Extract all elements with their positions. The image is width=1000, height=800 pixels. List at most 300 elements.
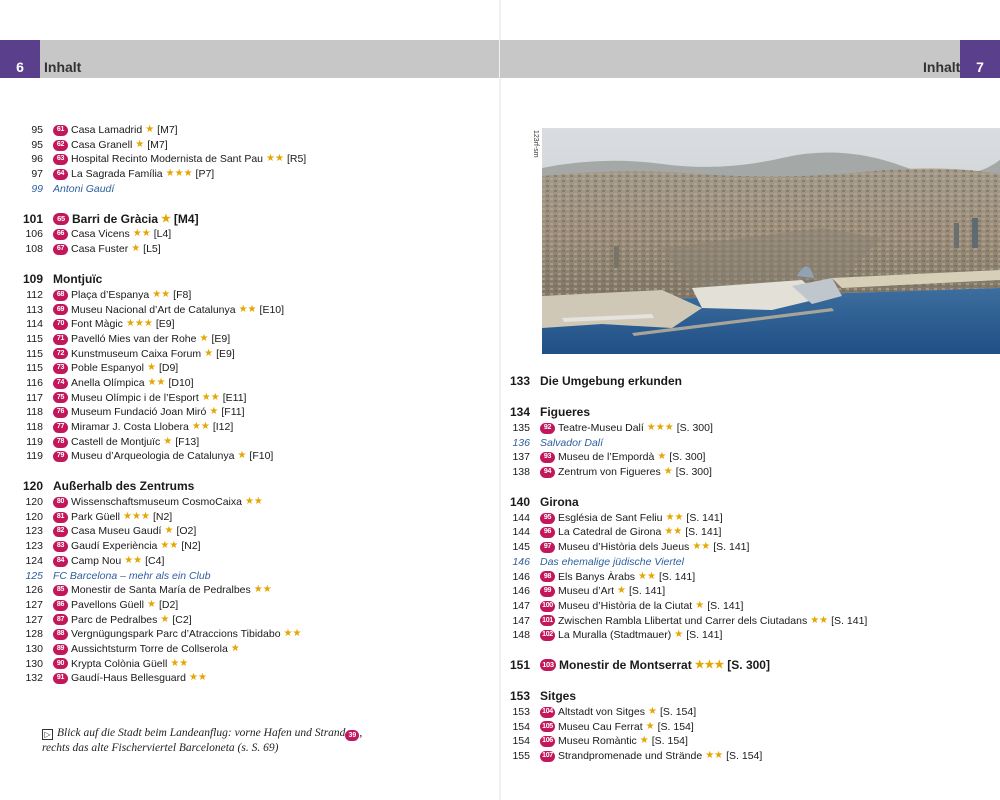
rating-stars-icon: ★ (131, 243, 141, 255)
sight-number-badge: 98 (540, 571, 555, 582)
toc-entry-title: Casa Fuster (71, 243, 129, 256)
toc-entry[interactable] (13, 554, 483, 569)
rating-stars-icon: ★★★ (694, 659, 725, 672)
sight-number-badge: 65 (53, 213, 69, 225)
toc-entry-title: Museu d’Arqueologia de Catalunya (71, 450, 235, 463)
toc-entry[interactable] (500, 599, 990, 614)
toc-entry[interactable] (13, 303, 483, 318)
map-reference: [S. 141] (658, 570, 696, 583)
map-reference: [C4] (145, 554, 165, 567)
rating-stars-icon: ★★★ (165, 168, 193, 180)
rating-stars-icon: ★ (164, 525, 174, 537)
rating-stars-icon: ★★ (160, 540, 179, 552)
sight-number-badge: 79 (53, 451, 68, 462)
map-reference: [M7] (147, 138, 168, 151)
map-reference: [F11] (221, 406, 245, 419)
left-page-header (0, 40, 500, 78)
sight-number-badge: 82 (53, 526, 68, 537)
toc-entry-title: Gaudí Experiència (71, 540, 158, 553)
toc-page-number: 132 (25, 672, 43, 685)
caption-marker: 39 (345, 730, 359, 741)
toc-page-number: 99 (31, 182, 43, 195)
toc-page-number: 96 (31, 153, 43, 166)
rating-stars-icon: ★ (237, 450, 247, 462)
toc-section-heading[interactable] (500, 373, 990, 390)
rating-stars-icon: ★ (645, 720, 655, 732)
toc-page-number: 115 (26, 332, 43, 345)
map-reference: [N2] (181, 540, 201, 553)
toc-page-number: 118 (26, 421, 43, 433)
toc-page-number: 153 (509, 689, 530, 704)
sight-number-badge: 86 (53, 600, 68, 611)
map-reference: [S. 141] (713, 541, 750, 554)
toc-page-number: 138 (512, 466, 530, 479)
sight-number-badge: 93 (540, 452, 555, 463)
toc-entry-title: Montjuïc (53, 271, 103, 286)
toc-entry-title: Museu de l’Empordà (558, 451, 655, 464)
rating-stars-icon: ★★ (705, 750, 724, 761)
map-reference: [M7] (157, 124, 178, 136)
rating-stars-icon: ★ (146, 362, 156, 374)
toc-page-number: 114 (26, 318, 43, 331)
sight-number-badge: 87 (53, 614, 68, 625)
rating-stars-icon: ★★ (244, 496, 263, 508)
toc-entry-title: Casa Lamadrid (71, 124, 143, 136)
rating-stars-icon: ★★ (665, 511, 684, 523)
map-reference: [S. 300] (676, 422, 713, 434)
caption-text: Blick auf die Stadt beim Landeanflug: vorne Hafen und Strand (57, 727, 346, 739)
toc-entry-title: FC Barcelona – mehr als ein Club (53, 569, 211, 582)
toc-essay-entry[interactable] (500, 436, 990, 451)
sight-number-badge: 100 (540, 601, 555, 612)
map-reference: [S. 300] (727, 658, 770, 673)
toc-entry[interactable] (13, 288, 483, 303)
toc-entry[interactable] (13, 495, 483, 510)
toc-entry[interactable] (500, 749, 990, 764)
toc-entry[interactable] (13, 657, 483, 672)
toc-page-number: 117 (26, 391, 43, 404)
toc-entry-title: Monestir de Santa María de Pedralbes (71, 584, 251, 597)
photo-caption (42, 726, 402, 756)
toc-entry-title: Girona (540, 494, 579, 509)
toc-page-number: 130 (25, 642, 43, 655)
toc-entry-title: Aussichtsturm Torre de Collserola (71, 642, 228, 655)
sight-number-badge: 96 (540, 527, 555, 538)
toc-entry[interactable] (13, 583, 483, 598)
rating-stars-icon: ★ (135, 138, 145, 150)
toc-page-number: 101 (22, 211, 43, 226)
left-page-title: Inhalt (44, 59, 82, 75)
toc-entry-title: Castell de Montjuïc (71, 435, 161, 448)
rating-stars-icon: ★ (663, 466, 673, 478)
sight-number-badge: 68 (53, 290, 68, 301)
toc-page-number: 120 (25, 510, 43, 523)
toc-entry-title: Museu Nacional d’Art de Catalunya (71, 303, 236, 316)
toc-entry-title: Strandpromenade und Strände (558, 750, 703, 762)
toc-entry[interactable] (500, 584, 990, 599)
toc-entry-title: Església de Sant Feliu (558, 511, 663, 524)
right-page (500, 0, 1000, 800)
right-page-title: Inhalt (923, 59, 961, 75)
rating-stars-icon: ★ (657, 451, 667, 463)
rating-stars-icon: ★★ (253, 584, 272, 596)
rating-stars-icon: ★★ (266, 153, 284, 165)
sight-number-badge: 94 (540, 467, 555, 478)
toc-entry-title: Zwischen Rambla Llibertat und Carrer dels Ciutadans (558, 614, 808, 627)
toc-page-number: 148 (512, 629, 530, 642)
map-reference: [S. 154] (659, 705, 697, 718)
aerial-city-image (542, 128, 1000, 354)
right-page-number: 7 (960, 40, 1000, 78)
toc-page-number: 108 (25, 243, 43, 256)
sight-number-badge: 70 (53, 319, 68, 330)
toc-entry-title: Krypta Colònia Güell (71, 657, 168, 670)
toc-entry[interactable] (500, 614, 990, 629)
sight-number-badge: 76 (53, 407, 68, 418)
caption-line2: rechts das alte Fischerviertel Barceloneta (s. S. 69) (42, 742, 279, 754)
toc-page-number: 146 (512, 555, 530, 568)
map-reference: [L5] (143, 243, 161, 256)
toc-page-number: 137 (512, 451, 530, 464)
toc-entry-title: Casa Museu Gaudí (71, 525, 162, 538)
rating-stars-icon: ★ (617, 585, 626, 597)
toc-entry-title: Pavellons Güell (71, 598, 144, 611)
toc-entry-title: Font Màgic (71, 318, 123, 331)
toc-page-number: 144 (512, 526, 530, 539)
toc-entry-title: Altstadt von Sitges (558, 705, 645, 718)
sight-number-badge: 95 (540, 513, 555, 524)
rating-stars-icon: ★ (163, 435, 173, 447)
sight-number-badge: 91 (53, 673, 68, 684)
toc-page-number: 127 (25, 613, 43, 626)
toc-entry[interactable] (500, 525, 990, 540)
toc-entry[interactable] (13, 539, 483, 554)
rating-stars-icon: ★★ (124, 554, 143, 566)
toc-section-heading[interactable] (500, 657, 990, 674)
toc-entry-title: Casa Vicens (71, 228, 130, 241)
toc-page-number: 120 (25, 496, 43, 509)
map-reference: [F8] (173, 288, 192, 301)
toc-essay-entry[interactable] (13, 182, 483, 197)
toc-entry[interactable] (500, 511, 990, 526)
toc-entry[interactable] (500, 421, 990, 436)
rating-stars-icon: ★ (161, 212, 171, 225)
toc-entry-title: Parc de Pedralbes (71, 613, 158, 626)
toc-entry[interactable] (500, 540, 990, 555)
map-reference: [O2] (176, 525, 197, 538)
toc-page-number: 118 (26, 406, 43, 419)
barcelona-aerial-photo (542, 128, 1000, 354)
toc-page-number: 130 (25, 657, 43, 670)
sight-number-badge: 83 (53, 541, 68, 552)
toc-entry-title: Gaudí-Haus Bellesguard (71, 672, 186, 685)
toc-entry[interactable] (13, 598, 483, 613)
map-reference: [F13] (175, 435, 200, 448)
sight-number-badge: 66 (53, 229, 68, 240)
toc-essay-entry[interactable] (13, 569, 483, 584)
map-reference: [S. 154] (657, 720, 694, 733)
map-reference: [E9] (155, 318, 175, 331)
toc-page-number: 133 (509, 374, 530, 389)
toc-section-heading[interactable] (13, 478, 483, 495)
toc-entry-title: Miramar J. Costa Llobera (71, 421, 189, 433)
rating-stars-icon: ★★ (132, 228, 151, 240)
toc-entry[interactable] (13, 420, 483, 435)
toc-page-number: 135 (512, 422, 530, 434)
rating-stars-icon: ★ (647, 705, 657, 717)
map-reference: [E9] (216, 347, 235, 360)
toc-page-number: 97 (31, 168, 43, 181)
rating-stars-icon: ★★★ (123, 510, 150, 522)
toc-entry[interactable] (13, 671, 483, 686)
toc-entry-title: Museum Fundació Joan Miró (71, 406, 207, 419)
sight-number-badge: 77 (53, 422, 68, 433)
toc-section-heading[interactable] (500, 494, 990, 511)
toc-entry-title: Museu d’Història dels Jueus (558, 541, 690, 554)
map-reference: [S. 154] (726, 750, 763, 762)
rating-stars-icon: ★★ (191, 421, 210, 432)
toc-page-number: 145 (512, 541, 530, 554)
sight-number-badge: 88 (53, 629, 68, 640)
sight-number-badge: 64 (53, 169, 68, 180)
rating-stars-icon: ★ (145, 124, 155, 135)
toc-entry[interactable] (500, 570, 990, 585)
map-reference: [E10] (259, 303, 285, 316)
map-reference: [D9] (158, 362, 179, 375)
toc-entry-title: Plaça d’Espanya (71, 288, 150, 301)
toc-page-number: 155 (512, 750, 530, 762)
toc-page-number: 147 (512, 599, 530, 612)
toc-entry-title: Monestir de Montserrat (559, 658, 692, 673)
rating-stars-icon: ★★ (810, 614, 829, 626)
toc-entry[interactable] (13, 123, 483, 138)
toc-entry[interactable] (500, 628, 990, 643)
toc-entry-title: Poble Espanyol (71, 362, 144, 375)
rating-stars-icon: ★★ (638, 570, 656, 582)
toc-entry-title: Hospital Recinto Modernista de Sant Pau (71, 153, 264, 166)
toc-page-number: 109 (22, 271, 43, 286)
toc-entry-title: Vergnügungspark Parc d’Atraccions Tibidabo (71, 628, 281, 641)
sight-number-badge: 73 (53, 363, 68, 374)
right-toc (500, 373, 990, 764)
sight-number-badge: 80 (53, 497, 68, 508)
toc-entry[interactable] (13, 361, 483, 376)
map-reference: [S. 300] (675, 466, 712, 479)
sight-number-badge: 81 (53, 512, 68, 523)
sight-number-badge: 75 (53, 392, 68, 403)
map-reference: [S. 154] (651, 735, 688, 748)
toc-page-number: 154 (512, 735, 530, 748)
toc-entry-title: Sitges (540, 689, 577, 704)
toc-page-number: 123 (25, 525, 43, 538)
toc-entry[interactable] (13, 613, 483, 628)
toc-entry[interactable] (13, 152, 483, 167)
toc-entry-title: La Muralla (Stadtmauer) (558, 629, 672, 642)
caption-text-after: , (359, 727, 363, 739)
rating-stars-icon: ★ (160, 613, 170, 625)
toc-entry-title: Museu Cau Ferrat (558, 720, 643, 733)
toc-entry-title: Museu d’Història de la Ciutat (558, 599, 693, 612)
sight-number-badge: 69 (53, 304, 68, 315)
toc-entry[interactable] (500, 450, 990, 465)
rating-stars-icon: ★★ (152, 288, 171, 300)
toc-entry[interactable] (13, 449, 483, 464)
sight-number-badge: 72 (53, 348, 68, 359)
toc-page-number: 140 (509, 494, 530, 509)
toc-page-number: 95 (31, 124, 43, 136)
toc-entry-title: Außerhalb des Zentrums (53, 479, 195, 494)
toc-entry[interactable] (500, 465, 990, 480)
sight-number-badge: 107 (540, 751, 555, 762)
toc-entry-title: Teatre-Museu Dalí (558, 422, 644, 434)
toc-entry[interactable] (13, 435, 483, 450)
toc-entry-title: Das ehemalige jüdische Viertel (540, 555, 684, 568)
rating-stars-icon: ★★ (238, 303, 257, 315)
map-reference: [S. 141] (831, 614, 868, 627)
sight-number-badge: 104 (540, 707, 555, 718)
toc-entry-title: Antoni Gaudí (53, 182, 115, 195)
left-page-number: 6 (0, 40, 40, 78)
toc-entry[interactable] (500, 705, 990, 720)
map-reference: [M4] (173, 211, 199, 226)
sight-number-badge: 97 (540, 542, 555, 553)
toc-section-heading[interactable] (13, 210, 483, 227)
toc-essay-entry[interactable] (500, 555, 990, 570)
toc-entry[interactable] (13, 242, 483, 257)
toc-page-number: 154 (512, 720, 530, 733)
toc-entry[interactable] (13, 347, 483, 362)
toc-entry-title: Park Güell (71, 510, 121, 523)
map-reference: [S. 141] (707, 599, 744, 612)
photo-credit: 123rf-sm (532, 130, 539, 158)
toc-entry[interactable] (500, 734, 990, 749)
toc-page-number: 128 (25, 628, 43, 641)
toc-page-number: 126 (25, 584, 43, 597)
toc-page-number: 144 (512, 511, 530, 524)
toc-entry[interactable] (13, 332, 483, 347)
toc-page-number: 124 (25, 554, 43, 567)
toc-page-number: 106 (25, 228, 43, 241)
toc-page-number: 120 (22, 479, 43, 494)
sight-number-badge: 103 (540, 659, 556, 671)
map-reference: [I12] (212, 421, 234, 433)
toc-section-heading[interactable] (13, 271, 483, 288)
toc-entry-title: Museu d’Art (558, 585, 615, 598)
sight-number-badge: 61 (53, 125, 68, 136)
rating-stars-icon: ★★ (664, 526, 683, 538)
toc-entry[interactable] (13, 376, 483, 391)
toc-entry[interactable] (13, 167, 483, 182)
toc-page-number: 115 (26, 347, 43, 360)
rating-stars-icon: ★★ (692, 541, 711, 553)
rating-stars-icon: ★ (204, 347, 214, 359)
map-reference: [E9] (211, 332, 231, 345)
toc-page-number: 115 (26, 362, 43, 375)
rating-stars-icon: ★★★ (646, 422, 674, 433)
toc-entry-title: Anella Olímpica (71, 376, 145, 389)
toc-page-number: 146 (512, 585, 530, 598)
map-reference: [P7] (195, 168, 215, 181)
map-reference: [D2] (158, 598, 179, 611)
toc-entry[interactable] (13, 510, 483, 525)
map-reference: [F10] (249, 450, 274, 463)
toc-entry-title: Kunstmuseum Caixa Forum (71, 347, 202, 360)
toc-page-number: 151 (509, 658, 530, 673)
rating-stars-icon: ★ (639, 735, 649, 747)
left-toc (13, 123, 483, 686)
rating-stars-icon: ★ (695, 599, 705, 611)
sight-number-badge: 99 (540, 586, 555, 597)
toc-page-number: 127 (25, 598, 43, 611)
rating-stars-icon: ★★★ (125, 318, 153, 330)
toc-entry[interactable] (13, 391, 483, 406)
toc-entry-title: Barri de Gràcia (72, 211, 159, 226)
sight-number-badge: 84 (53, 556, 68, 567)
toc-section-heading[interactable] (500, 688, 990, 705)
rating-stars-icon: ★★ (283, 628, 302, 640)
rating-stars-icon: ★★ (147, 376, 166, 388)
map-reference: [S. 141] (629, 585, 666, 598)
toc-entry[interactable] (13, 524, 483, 539)
toc-entry-title: Museu Romàntic (558, 735, 637, 748)
toc-entry-title: Pavelló Mies van der Rohe (71, 332, 197, 345)
toc-entry[interactable] (13, 317, 483, 332)
sight-number-badge: 90 (53, 658, 68, 669)
map-reference: [S. 141] (685, 526, 722, 539)
caption-arrow-icon: ▷ (42, 729, 53, 740)
toc-entry[interactable] (13, 405, 483, 420)
rating-stars-icon: ★ (146, 598, 156, 610)
rating-stars-icon: ★★ (201, 391, 220, 403)
toc-page-number: 134 (509, 405, 530, 420)
toc-entry[interactable] (13, 138, 483, 153)
map-reference: [E11] (222, 391, 247, 404)
map-reference: [S. 141] (686, 511, 723, 524)
sight-number-badge: 67 (53, 244, 68, 255)
toc-page-number: 119 (26, 450, 43, 463)
sight-number-badge: 63 (53, 154, 68, 165)
toc-page-number: 123 (25, 540, 43, 553)
rating-stars-icon: ★★ (170, 657, 189, 669)
toc-entry[interactable] (13, 227, 483, 242)
toc-entry-title: Zentrum von Figueres (558, 466, 661, 479)
toc-page-number: 113 (26, 303, 43, 316)
toc-entry[interactable] (13, 627, 483, 642)
map-reference: [L4] (153, 228, 172, 241)
toc-section-heading[interactable] (500, 404, 990, 421)
toc-entry[interactable] (13, 642, 483, 657)
toc-entry-title: Museu Olímpic i de l’Esport (71, 391, 199, 404)
toc-entry-title: Die Umgebung erkunden (540, 374, 683, 389)
toc-entry-title: La Catedral de Girona (558, 526, 662, 539)
toc-page-number: 146 (512, 570, 530, 583)
toc-page-number: 112 (26, 288, 43, 301)
sight-number-badge: 62 (53, 140, 68, 151)
rating-stars-icon: ★★ (188, 672, 207, 684)
toc-entry-title: Figueres (540, 405, 591, 420)
toc-entry-title: Els Banys Àrabs (558, 570, 636, 583)
toc-entry[interactable] (500, 720, 990, 735)
sight-number-badge: 101 (540, 615, 555, 626)
toc-page-number: 95 (31, 138, 43, 151)
sight-number-badge: 92 (540, 423, 555, 434)
toc-page-number: 116 (26, 376, 43, 389)
rating-stars-icon: ★ (230, 642, 240, 654)
map-reference: [C2] (172, 613, 192, 626)
map-reference: [S. 141] (686, 629, 723, 642)
map-reference: [R5] (286, 153, 307, 166)
sight-number-badge: 106 (540, 736, 555, 747)
